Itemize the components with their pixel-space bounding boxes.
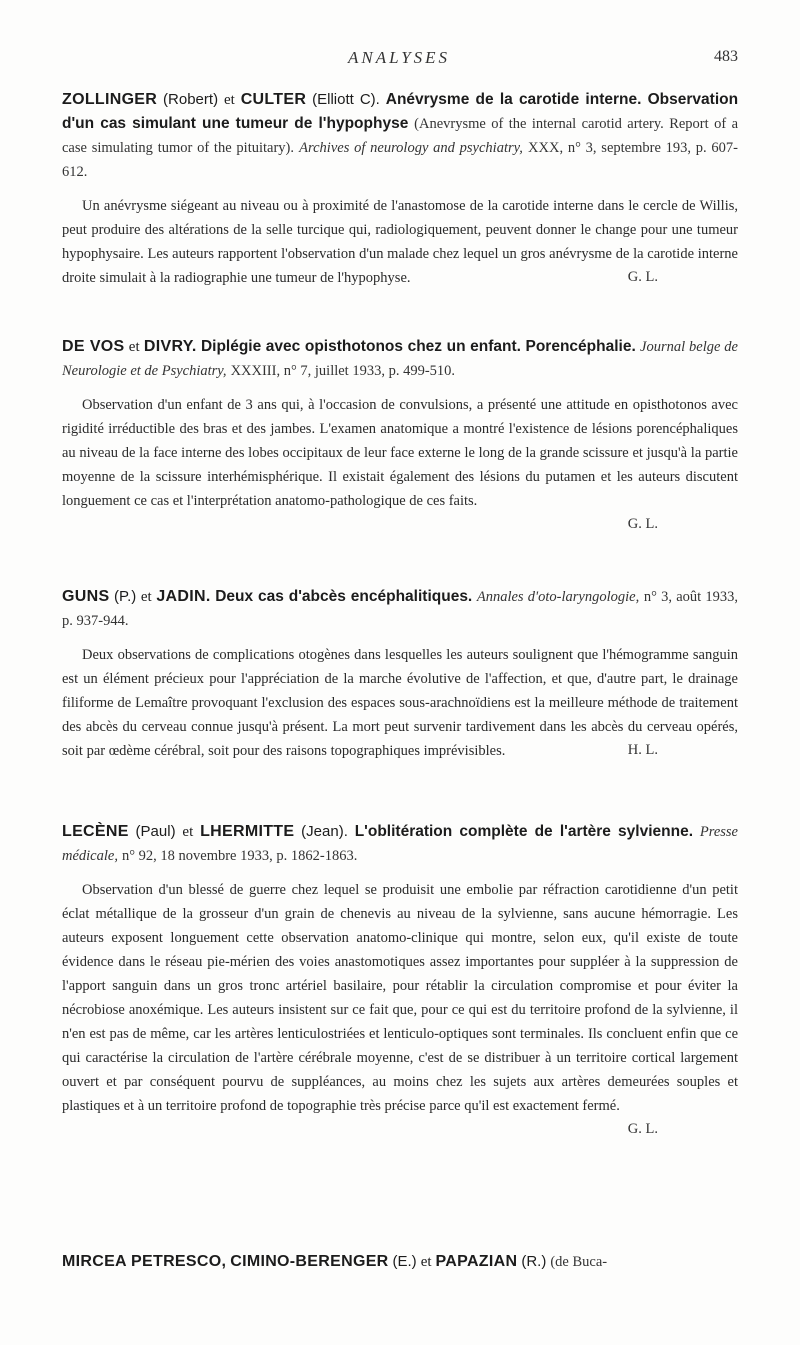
author-firstname: (Paul) [135,823,176,840]
affiliation-fragment: (de Buca- [550,1254,608,1270]
abstract-body [62,393,738,513]
reviewer-initials: G. L. [627,516,658,532]
citation-details: n° 92, 18 novembre 1933, p. 1862-1863. [121,848,358,864]
abstract-text: Observation d'un enfant de 3 ans qui, à l'occasion de convulsions, a présenté une attitude en opisthotonos avec rigidité irréductible des bras et des jambes. L'examen anatomique a montré l'existence de lésions porencéphaliques au niveau de la face interne des lobes occipitaux de leur face externe le long de la grande scissure et jusqu'à la partie moyenne de la scissure interhémisphérique. Il existait également des lésions du putamen et les auteurs discutent longuement ce cas et l'interprétation anatomo-pathologique de ces faits. [62,397,738,509]
reviewer-initials: H. L. [627,742,658,758]
author-name: MIRCEA PETRESCO, [62,1253,227,1270]
conjunction: et [182,824,194,840]
author-name: CULTER [240,91,307,108]
abstract-text: Deux observations de complications otogènes dans lesquelles les auteurs soulignent que l'hémogramme sanguin est un élément précieux pour l'appréciation de la marche évolutive de l'affection, et que, d'autre part, le drainage filiforme de Lemaître provoquant l'exclusion des espaces sous-arachnoïdiens est la meilleure méthode de traitement des abcès du cerveau connue jusqu'à présent. La mort peut survenir tardivement dans les abcès du cerveau opérés, soit par œdème cérébral, soit pour des raisons topographiques imprévisibles. [62,647,738,759]
entry-header [62,335,738,383]
author-firstname: (Robert) [163,91,219,108]
page-number: 483 [714,48,738,65]
author-name: DE VOS [62,338,125,355]
abstract-text: Un anévrysme siégeant au niveau ou à proximité de l'anastomose de la carotide interne dans le cercle de Willis, peut produire des altérations de la selle turcique qui, radiologiquement, peuvent donner le change pour une tumeur hypophysaire. Les auteurs rapportent l'observation d'un malade chez lequel un gros anévrysme de la carotide interne droite simulait à la radiographie une tumeur de l'hypophyse. [62,198,738,286]
abstract-body [62,643,738,763]
author-name: LHERMITTE [200,823,295,840]
running-title: ANALYSES [347,48,451,67]
author-name: CIMINO-BERENGER [230,1253,389,1270]
journal-name: Journal belge de Neurologie et de Psychiatry, [62,339,738,379]
author-name: LECÈNE [62,823,129,840]
article-title: Diplégie avec opisthotonos chez un enfant. Porencéphalie. [200,338,636,355]
conjunction: et [420,1254,432,1270]
journal-name: Archives of neurology and psychiatry, [299,140,523,156]
abstract-body [62,878,738,1118]
citation-details: XXX, n° 3, septembre 193, p. 607-612. [62,140,739,180]
running-head [60,48,738,70]
article-title: L'oblitération complète de l'artère sylvienne. [354,823,694,840]
abstract-text: Observation d'un blessé de guerre chez lequel se produisit une embolie par réfraction carotidienne d'un petit éclat métallique de la grosseur d'un grain de chenevis au niveau de la sylvienne, sans aucune hémorragie. Les auteurs exposent longuement cette observation anatomo-clinique qui montre, selon eux, qu'il existe de toute évidence dans le réseau pie-mérien des voies anastomotiques assez importantes pour suppléer à la suppression de l'apport sanguin dans un gros tronc artériel basilaire, pour rétablir la circulation compromise et pour éviter la nécrobiose anoxémique. Les auteurs insistent sur ce fait que, pour ce qui est du territoire profond de la sylvienne, il n'en est pas de même, car les artères lenticulostriées et lenticulo-optiques sont terminales. Ils concluent enfin que ce qui caractérise la circulation de l'artère cérébrale moyenne, c'est de se distribuer à un territoire cortical largement ouvert et par conséquent pourvu de suppléances, au moins chez les sujets aux artères demeurées souples et plastiques et à un territoire profond de topographie très précise parce qu'il est exactement fermé. [62,882,738,1114]
citation-details: n° 3, août 1933, p. 937-944. [62,589,739,629]
entry-header [62,88,738,184]
author-firstname: (Elliott C). [312,91,380,108]
author-firstname: (P.) [114,588,137,605]
abstract-entry [62,585,738,763]
conjunction: et [140,589,152,605]
author-name: JADIN. [156,588,211,605]
author-name: DIVRY. [143,338,197,355]
article-title-english: (Anevrysme of the internal carotid artery. Report of a case simulating tumor of the pituitary). [62,116,739,156]
author-firstname: (E.) [392,1253,417,1270]
journal-name: Annales d'oto-laryngologie, [476,589,640,605]
citation-details: XXXIII, n° 7, juillet 1933, p. 499-510. [230,363,456,379]
author-name: PAPAZIAN [435,1253,518,1270]
conjunction: et [223,92,235,108]
author-firstname: (R.) [521,1253,547,1270]
article-title: Deux cas d'abcès encéphalitiques. [215,588,473,605]
abstract-entry [62,88,738,290]
abstract-entry [62,1250,738,1274]
reviewer-initials: G. L. [627,1121,658,1137]
conjunction: et [128,339,140,355]
abstract-entry [62,820,738,1140]
abstract-body [62,194,738,290]
abstract-entry [62,335,738,535]
entry-header [62,1250,738,1274]
entry-header [62,585,738,633]
author-name: GUNS [62,588,110,605]
author-firstname: (Jean). [301,823,348,840]
author-name: ZOLLINGER [62,91,158,108]
journal-name: Presse médicale, [62,824,738,864]
article-title: Anévrysme de la carotide interne. Observation d'un cas simulant une tumeur de l'hypophyse [62,91,739,132]
reviewer-initials: G. L. [627,269,658,285]
entry-header [62,820,738,868]
